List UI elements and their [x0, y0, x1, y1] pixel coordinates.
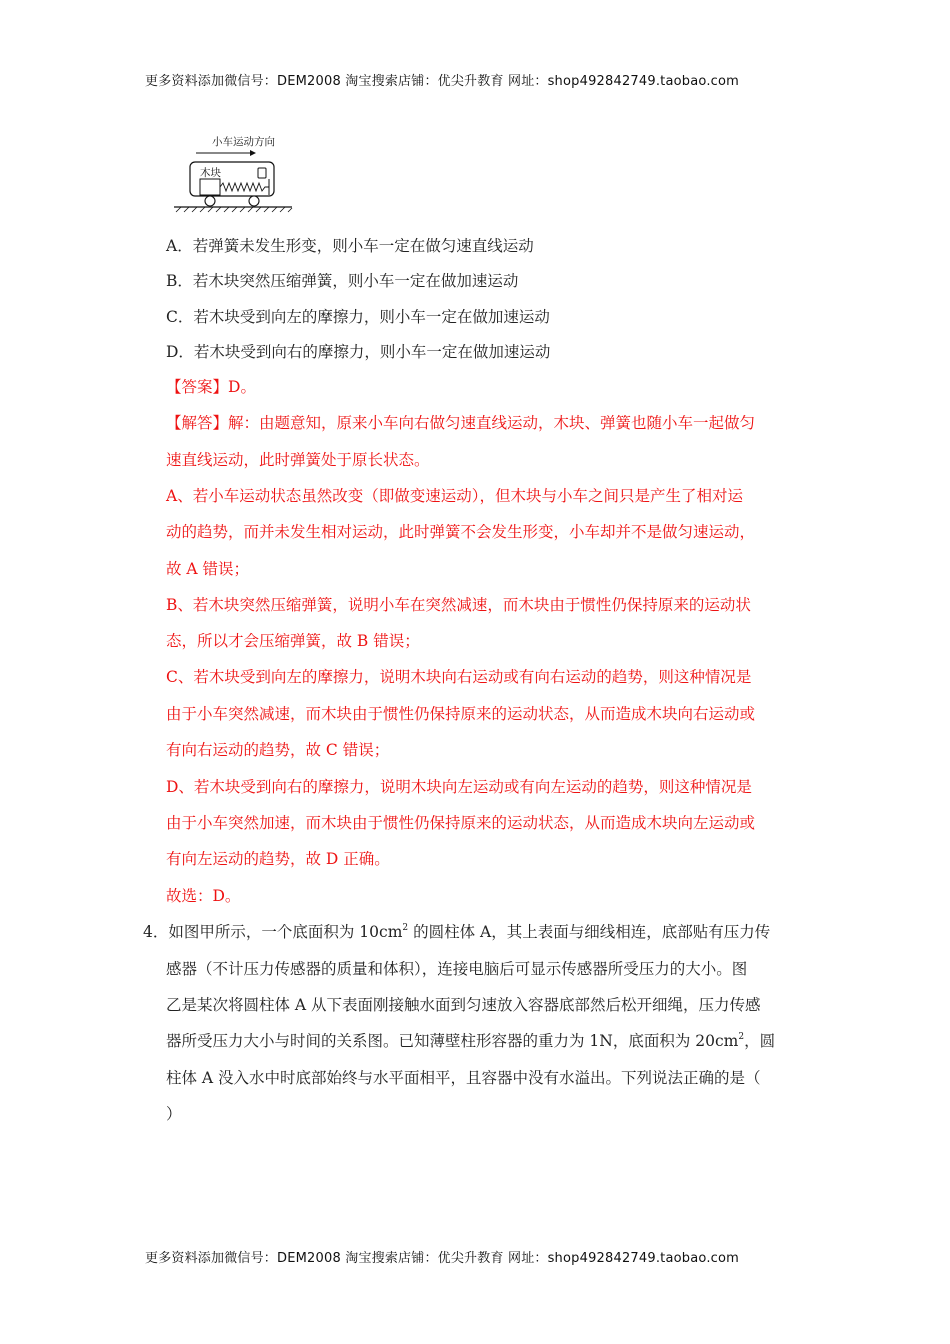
solution-d-line-2: 由于小车突然加速，而木块由于惯性仍保持原来的运动状态，从而造成木块向左运动或: [166, 814, 756, 832]
solution-b-line-1: B、若木块突然压缩弹簧，说明小车在突然减速，而木块由于惯性仍保持原来的运动状: [166, 596, 751, 614]
solution-c-line-2: 由于小车突然减速，而木块由于惯性仍保持原来的运动状态，从而造成木块向右运动或: [166, 705, 756, 723]
solution-d-line-3: 有向左运动的趋势，故 D 正确。: [166, 850, 390, 868]
option-d: D．若木块受到向右的摩擦力，则小车一定在做加速运动: [166, 343, 551, 361]
solution-b-line-2: 态，所以才会压缩弹簧，故 B 错误；: [166, 632, 420, 650]
answer-tag: 【答案】: [166, 378, 229, 396]
question-4-line-2: 感器（不计压力传感器的质量和体积），连接电脑后可显示传感器所受压力的大小。图: [166, 960, 748, 978]
solution-conclusion: 故选：D。: [166, 887, 241, 905]
solution-tag: 【解答】: [166, 414, 229, 432]
wooden-block: [200, 179, 220, 195]
question-number: 4．: [143, 923, 169, 941]
option-c: C．若木块受到向左的摩擦力，则小车一定在做加速运动: [166, 308, 550, 326]
question-4-line-6: ）: [166, 1105, 182, 1123]
question-4-line-3: 乙是某次将圆柱体 A 从下表面刚接触水面到匀速放入容器底部然后松开细绳，压力传感: [166, 996, 761, 1014]
solution-c-line-1: C、若木块受到向左的摩擦力，说明木块向右运动或有向右运动的趋势，则这种情况是: [166, 668, 752, 686]
direction-label: 小车运动方向: [212, 136, 275, 148]
spring: [220, 183, 269, 191]
solution-a-line-2: 动的趋势，而并未发生相对运动，此时弹簧不会发生形变，小车却并不是做匀速运动，: [166, 523, 756, 541]
direction-arrow-head: [250, 150, 256, 156]
answer-value: D。: [228, 378, 256, 396]
block-label: 木块: [200, 167, 221, 179]
solution-a-line-1: A、若小车运动状态虽然改变（即做变速运动），但木块与小车之间只是产生了相对运: [166, 487, 743, 505]
question-4-line-1: 4．如图甲所示，一个底面积为 $10cm^2$ 的圆柱体 A，其上表面与细线相连，底部贴有压力传: [143, 923, 771, 941]
cart-wheel-right: [249, 196, 259, 206]
cart-spring-figure: [170, 132, 296, 214]
ground-hatching: [176, 207, 292, 212]
solution-c-line-3: 有向右运动的趋势，故 C 错误；: [166, 741, 390, 759]
solution-intro-line-1: 【解答】解：由题意知，原来小车向右做匀速直线运动，木块、弹簧也随小车一起做匀: [166, 414, 756, 432]
solution-intro-line-2: 速直线运动，此时弹簧处于原长状态。: [166, 451, 430, 469]
solution-d-line-1: D、若木块受到向右的摩擦力，说明木块向左运动或有向左运动的趋势，则这种情况是: [166, 778, 752, 796]
question-4-line-4: 器所受压力大小与时间的关系图。已知薄壁柱形容器的重力为 1N，底面积为 $20cm^2$，圆: [166, 1032, 776, 1050]
page-header: 更多资料添加微信号：DEM2008 淘宝搜索店铺：优尖升教育 网址：shop492842749.taobao.com: [145, 74, 740, 89]
option-a: A．若弹簧未发生形变，则小车一定在做匀速直线运动: [166, 237, 534, 255]
cart-wheel-left: [205, 196, 215, 206]
solution-a-line-3: 故 A 错误；: [166, 560, 250, 578]
answer-line: [166, 376, 256, 398]
option-b: B．若木块突然压缩弹簧，则小车一定在做加速运动: [166, 272, 519, 290]
page-footer: 更多资料添加微信号：DEM2008 淘宝搜索店铺：优尖升教育 网址：shop492842749.taobao.com: [145, 1251, 740, 1266]
question-4-line-5: 柱体 A 没入水中时底部始终与水平面相平，且容器中没有水溢出。下列说法正确的是（: [166, 1069, 761, 1087]
cart-window: [258, 168, 266, 178]
